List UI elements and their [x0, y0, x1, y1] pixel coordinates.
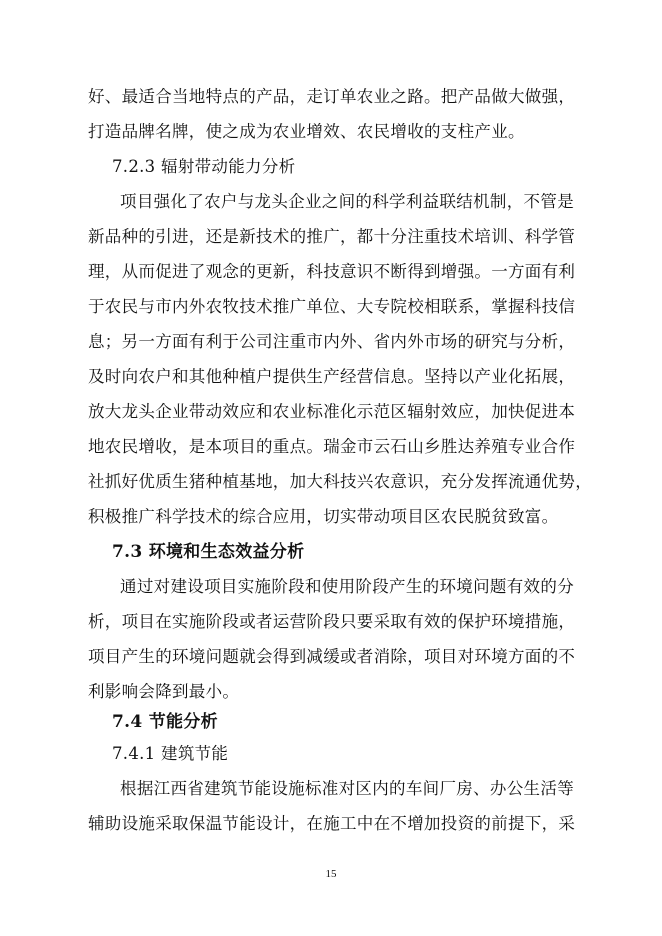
section-heading: 7.4 节能分析 [112, 712, 218, 732]
text-line: 项目产生的环境问题就会得到减缓或者消除，项目对环境方面的不 [88, 647, 576, 666]
text-line: 辅助设施采取保温节能设计，在施工中在不增加投资的前提下，采 [88, 814, 576, 833]
text-line: 打造品牌名牌，使之成为农业增效、农民增收的支柱产业。 [88, 122, 525, 141]
text-line: 地农民增收，是本项目的重点。瑞金市云石山乡胜达养殖专业合作 [88, 437, 576, 456]
text-line: 息；另一方面有利于公司注重市内外、省内外市场的研究与分析， [88, 332, 576, 351]
text-line: 好、最适合当地特点的产品，走订单农业之路。把产品做大做强， [88, 87, 576, 106]
text-line: 及时向农户和其他种植户提供生产经营信息。坚持以产业化拓展， [88, 367, 576, 386]
text-line: 析，项目在实施阶段或者运营阶段只要采取有效的保护环境措施， [88, 612, 576, 631]
text-line: 放大龙头企业带动效应和农业标准化示范区辐射效应，加快促进本 [88, 402, 576, 421]
text-line: 理，从而促进了观念的更新，科技意识不断得到增强。一方面有利 [88, 262, 576, 281]
text-line: 新品种的引进，还是新技术的推广，都十分注重技术培训、科学管 [88, 227, 576, 246]
text-line: 于农民与市内外农牧技术推广单位、大专院校相联系，掌握科技信 [88, 297, 576, 316]
text-line: 积极推广科学技术的综合应用，切实带动项目区农民脱贫致富。 [88, 507, 559, 526]
text-line: 项目强化了农户与龙头企业之间的科学利益联结机制，不管是 [120, 192, 574, 211]
text-line: 通过对建设项目实施阶段和使用阶段产生的环境问题有效的分 [120, 577, 574, 596]
text-line: 根据江西省建筑节能设施标准对区内的车间厂房、办公生活等 [120, 779, 574, 798]
text-line: 社抓好优质生猪种植基地，加大科技兴农意识，充分发挥流通优势， [88, 472, 592, 491]
page-number: 15 [325, 868, 337, 880]
subsection-heading: 7.2.3 辐射带动能力分析 [112, 157, 296, 176]
section-heading: 7.3 环境和生态效益分析 [112, 542, 305, 562]
subsection-heading: 7.4.1 建筑节能 [112, 744, 229, 763]
text-line: 利影响会降到最小。 [88, 682, 240, 701]
